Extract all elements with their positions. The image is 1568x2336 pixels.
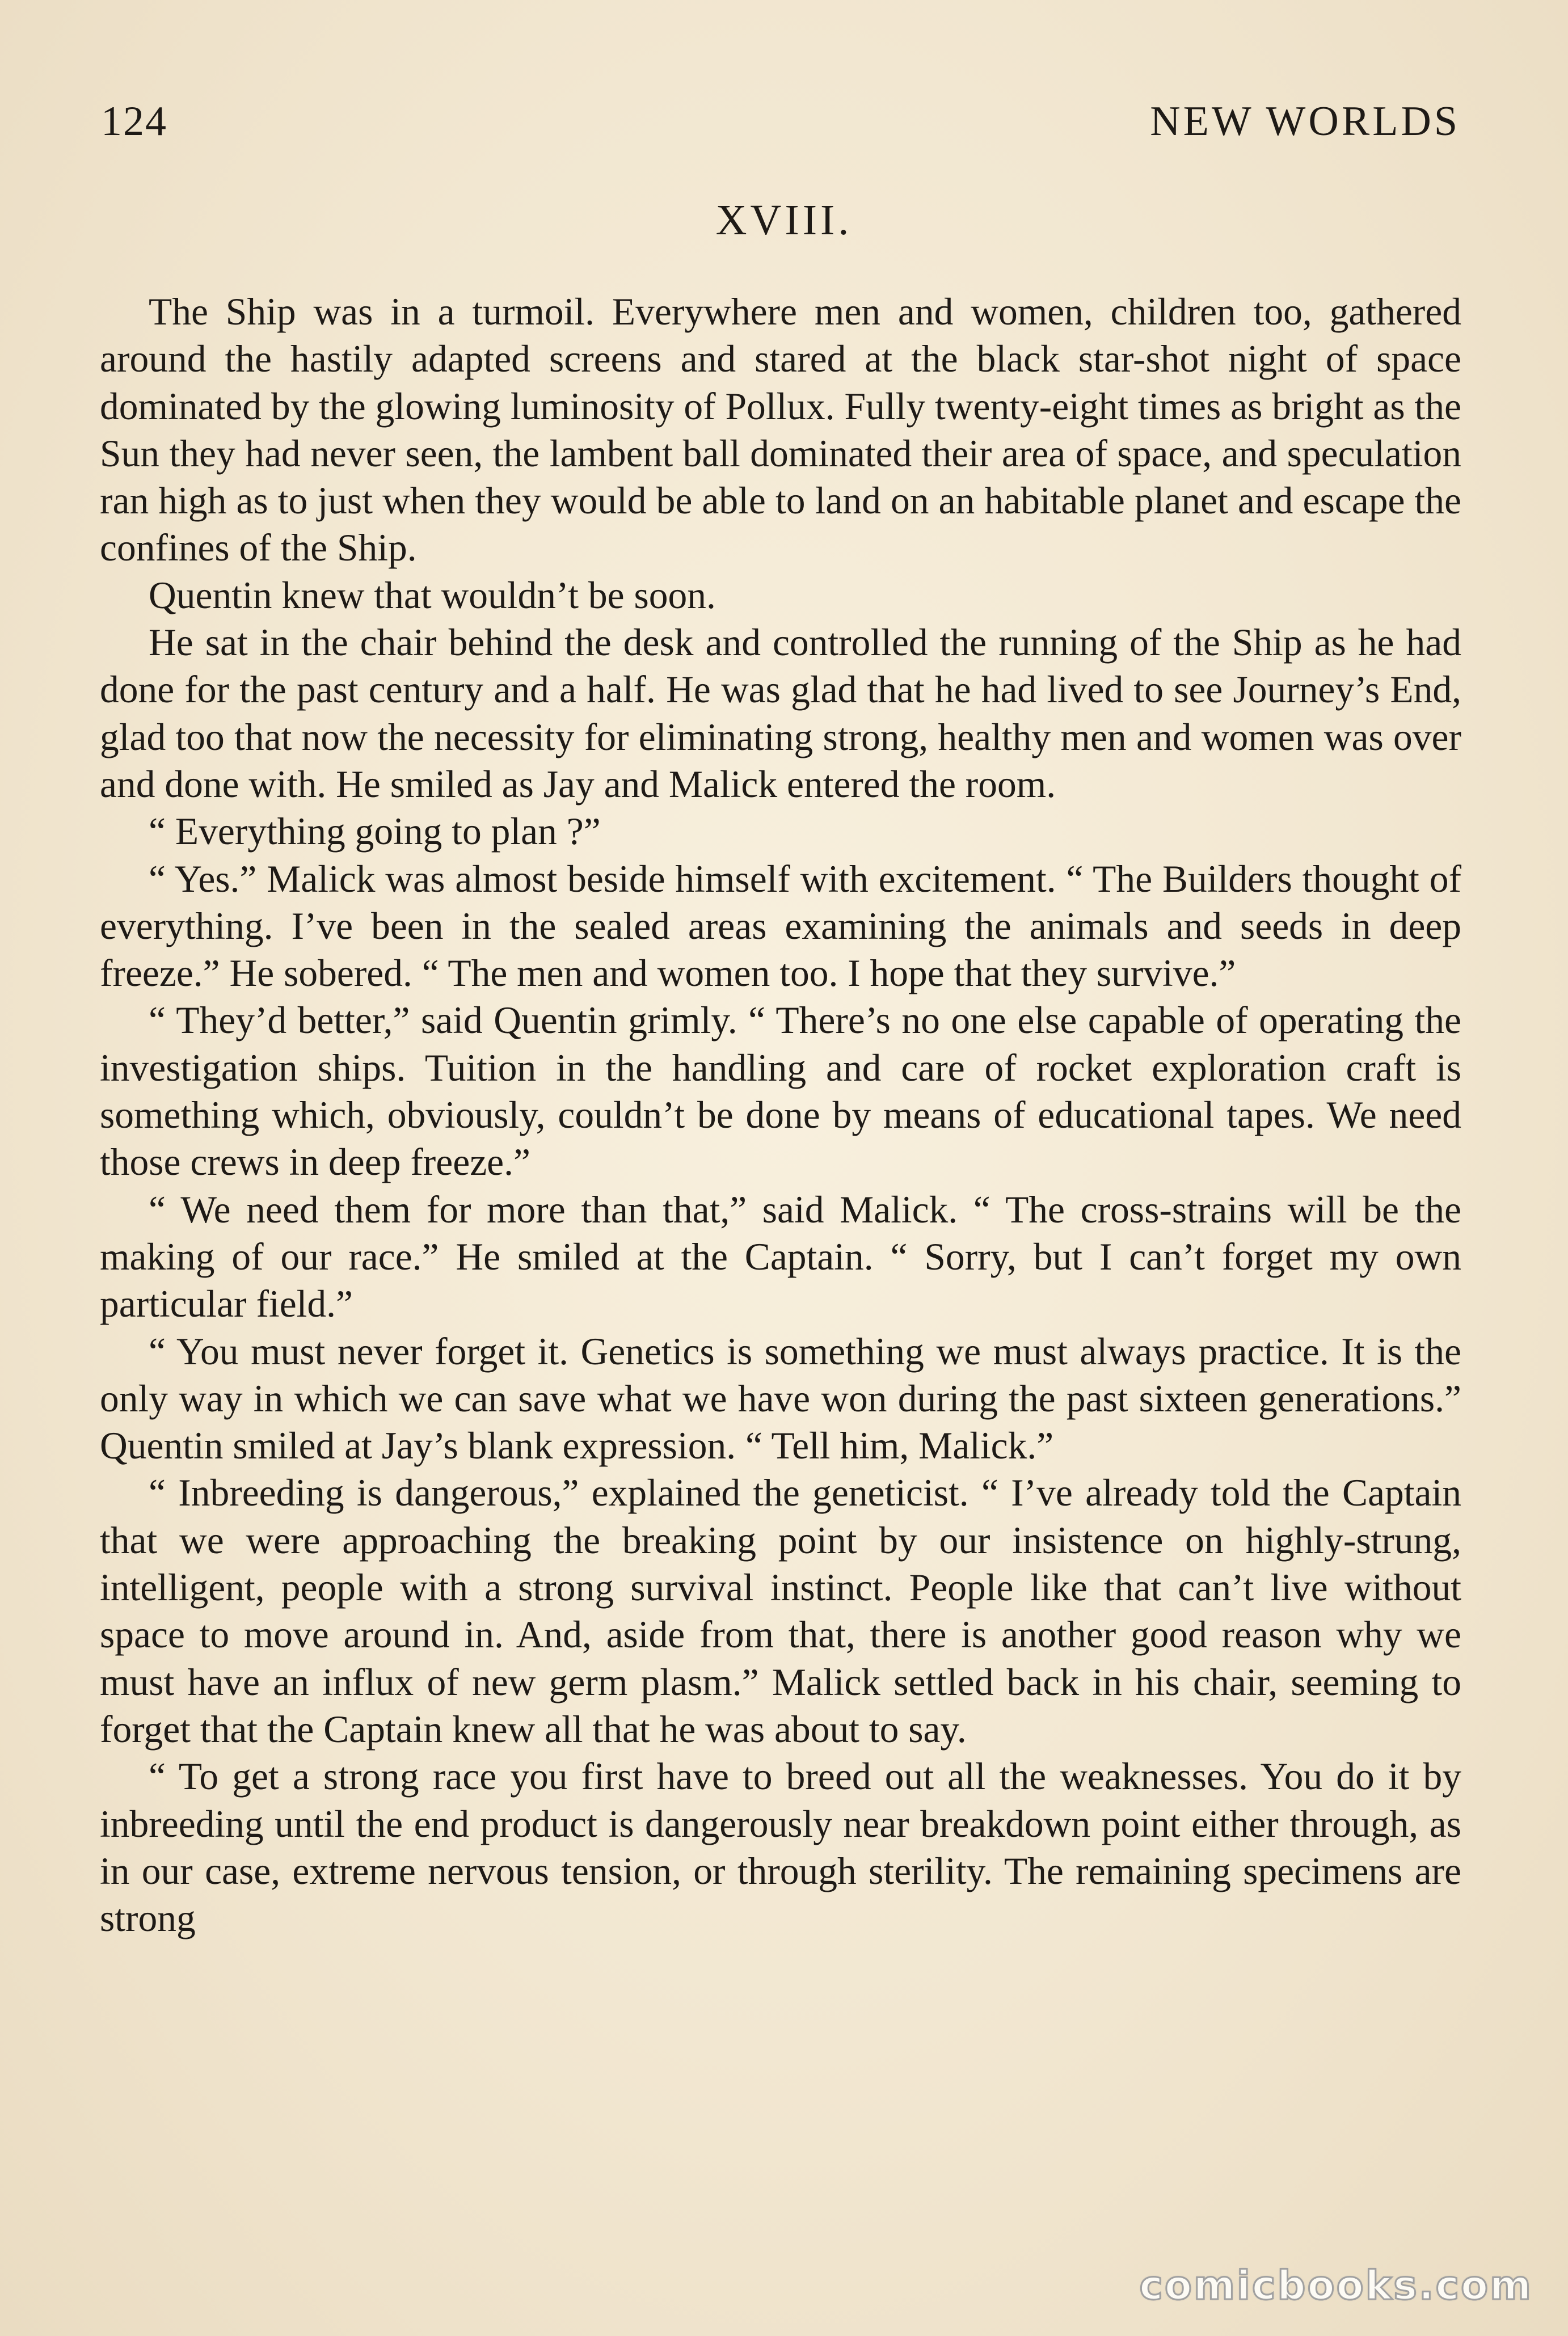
paragraph: “ To get a strong race you first have to breed out all the weaknesses. You do it by inbreeding until the end product is dangerously near breakdown point either through, as in our case, extreme nervous tension, or through sterility. The remaining specimens are strong — [100, 1755, 1461, 1940]
paragraph: Quentin knew that wouldn’t be soon. — [149, 574, 716, 617]
paragraph: The Ship was in a turmoil. Everywhere men and women, children too, gathered around the hastily adapted screens and stared at the black star-shot night of space dominated by the glowing luminosity of Pollux. Fully twenty-eight times as bright as the Sun they had never seen, the lambent ball dominated their area of space, and speculation ran high as to just when they would be able to land on an habitable planet and escape the confines of the Ship. — [100, 290, 1461, 570]
paragraph: “ Yes.” Malick was almost beside himself with excitement. “ The Builders thought of everything. I’ve been in the sealed areas examining the animals and seeds in deep freeze.” He sobered. “ The men and women too. I hope that they survive.” — [100, 857, 1461, 995]
paragraph: “ You must never forget it. Genetics is something we must always practice. It is the only way in which we can save what we have won during the past sixteen generations.” Quentin smiled at Jay’s blank expression. “ Tell him, Malick.” — [100, 1330, 1461, 1468]
page-number: 124 — [101, 98, 167, 145]
paragraph: “ Everything going to plan ?” — [149, 810, 601, 853]
paragraph: He sat in the chair behind the desk and controlled the running of the Ship as he had done for the past century and a half. He was glad that he had lived to see Journey’s End, glad too that now the necessity for eliminating strong, healthy men and women was over and done with. He smiled as Jay and Malick entered the room. — [100, 621, 1461, 806]
watermark: comicbooks.com — [1139, 2262, 1533, 2309]
body-text — [100, 288, 1461, 1942]
paragraph: “ We need them for more than that,” said Malick. “ The cross-strains will be the making of our race.” He smiled at the Captain. “ Sorry, but I can’t forget my own particular field.” — [100, 1188, 1461, 1326]
running-head — [101, 98, 1460, 154]
paragraph: “ They’d better,” said Quentin grimly. “ There’s no one else capable of operating the investigation ships. Tuition in the handling and care of rocket exploration craft is something which, obviously, couldn’t be done by means of educational tapes. We need those crews in deep freeze.” — [100, 999, 1461, 1184]
chapter-heading: XVIII. — [715, 196, 853, 244]
book-title: NEW WORLDS — [1150, 98, 1460, 145]
paragraph: “ Inbreeding is dangerous,” explained the geneticist. “ I’ve already told the Captain that we were approaching the breaking point by our insistence on highly-strung, intelligent, people with a strong survival instinct. People like that can’t live without space to move around in. And, aside from that, there is another good reason why we must have an influx of new germ plasm.” Malick settled back in his chair, seeming to forget that the Captain knew all that he was about to say. — [100, 1471, 1461, 1751]
